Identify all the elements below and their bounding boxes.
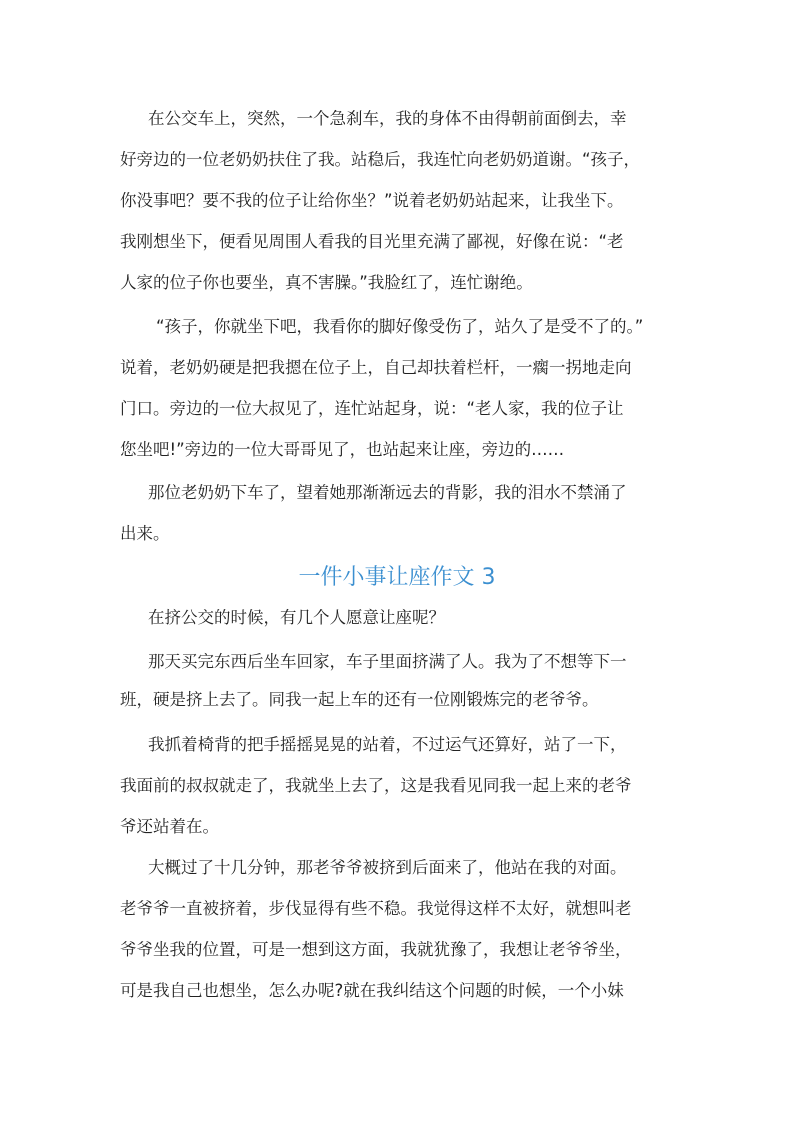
paragraph-line: 门口。旁边的一位大叔见了，连忙站起身，说：“老人家，我的位子让 bbox=[120, 399, 624, 418]
paragraph-line: 大概过了十几分钟，那老爷爷被挤到后面来了，他站在我的对面。 bbox=[148, 858, 627, 877]
paragraph-line: 那天买完东西后坐车回家，车子里面挤满了人。我为了不想等下一 bbox=[148, 652, 627, 671]
paragraph-line: 好旁边的一位老奶奶扶住了我。站稳后，我连忙向老奶奶道谢。“孩子， bbox=[120, 150, 641, 169]
paragraph-line: 在挤公交的时候，有几个人愿意让座呢？ bbox=[148, 608, 445, 627]
section-heading: 一件小事让座作文 3 bbox=[298, 565, 496, 590]
paragraph-line: 我抓着椅背的把手摇摇晃晃的站着，不过运气还算好，站了一下， bbox=[148, 735, 627, 754]
paragraph-line: 说着，老奶奶硬是把我摁在位子上，自己却扶着栏杆，一瘸一拐地走向 bbox=[120, 358, 632, 377]
paragraph-line: 你没事吧？要不我的位子让给你坐？”说着老奶奶站起来，让我坐下。 bbox=[120, 191, 624, 210]
paragraph-line: 出来。 bbox=[120, 524, 170, 543]
paragraph-line: 爷还站着在。 bbox=[120, 817, 219, 836]
paragraph-line: 那位老奶奶下车了，望着她那渐渐远去的背影，我的泪水不禁涌了 bbox=[148, 483, 627, 502]
paragraph-line: 人家的位子你也要坐，真不害臊。”我脸红了，连忙谢绝。 bbox=[120, 273, 533, 292]
paragraph-line: 可是我自己也想坐，怎么办呢?就在我纠结这个问题的时候，一个小妹 bbox=[120, 981, 624, 1000]
paragraph-line: 在公交车上，突然，一个急刹车，我的身体不由得朝前面倒去，幸 bbox=[148, 109, 627, 128]
paragraph-line: 老爷爷一直被挤着，步伐显得有些不稳。我觉得这样不太好，就想叫老 bbox=[120, 899, 632, 918]
paragraph-line: 班，硬是挤上去了。同我一起上车的还有一位刚锻炼完的老爷爷。 bbox=[120, 690, 599, 709]
paragraph-line: “孩子，你就坐下吧，我看你的脚好像受伤了，站久了是受不了的。” bbox=[156, 317, 644, 336]
paragraph-line: 我面前的叔叔就走了，我就坐上去了，这是我看见同我一起上来的老爷 bbox=[120, 776, 632, 795]
paragraph-line: 我刚想坐下，便看见周围人看我的目光里充满了鄙视，好像在说：“老 bbox=[120, 232, 624, 251]
paragraph-line: 您坐吧!”旁边的一位大哥哥见了，也站起来让座，旁边的…… bbox=[120, 440, 565, 459]
paragraph-line: 爷爷坐我的位置，可是一想到这方面，我就犹豫了，我想让老爷爷坐， bbox=[120, 940, 632, 959]
